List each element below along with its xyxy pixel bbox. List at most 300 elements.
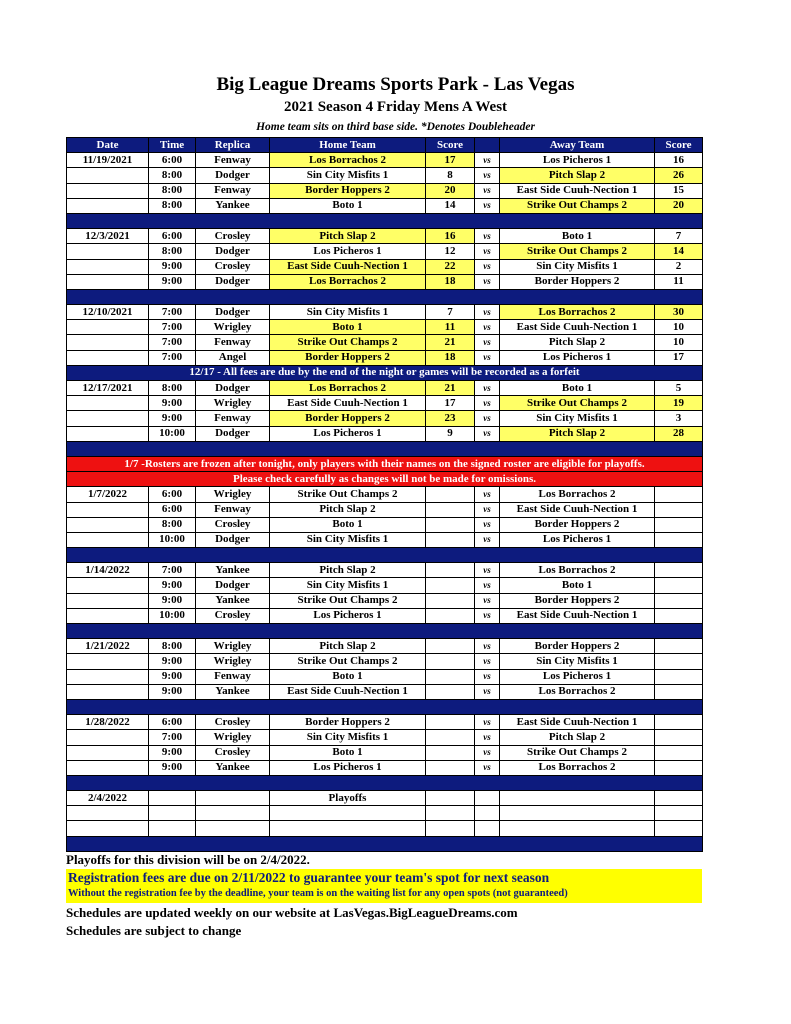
away-team-cell: Los Borrachos 2 <box>500 487 655 502</box>
game-row <box>67 760 703 775</box>
registration-box <box>66 869 702 903</box>
replica-cell: Dodger <box>196 381 270 396</box>
home-team-cell: Sin City Misfits 1 <box>270 578 426 593</box>
fees-notice-row <box>67 365 703 380</box>
away-score-cell: 19 <box>655 396 703 411</box>
date-cell: 1/21/2022 <box>67 639 149 654</box>
date-cell <box>67 168 149 183</box>
vs-cell: vs <box>475 684 500 699</box>
game-row <box>67 821 703 836</box>
col-away-score-header: Score <box>655 138 703 153</box>
date-cell <box>67 608 149 623</box>
away-team-cell <box>500 791 655 806</box>
away-score-cell <box>655 745 703 760</box>
away-score-cell <box>655 487 703 502</box>
time-cell: 10:00 <box>149 532 196 547</box>
separator-row <box>67 775 703 790</box>
date-cell <box>67 517 149 532</box>
vs-cell: vs <box>475 350 500 365</box>
roster-alert-row <box>67 472 703 487</box>
away-team-cell: Sin City Misfits 1 <box>500 259 655 274</box>
home-team-cell: East Side Cuuh-Nection 1 <box>270 396 426 411</box>
time-cell: 8:00 <box>149 244 196 259</box>
home-score-cell <box>426 745 475 760</box>
away-score-cell: 15 <box>655 183 703 198</box>
game-row <box>67 745 703 760</box>
home-score-cell <box>426 669 475 684</box>
away-team-cell: Sin City Misfits 1 <box>500 411 655 426</box>
col-vs-header <box>475 138 500 153</box>
date-cell <box>67 426 149 441</box>
vs-cell: vs <box>475 669 500 684</box>
home-team-cell: Sin City Misfits 1 <box>270 305 426 320</box>
time-cell: 9:00 <box>149 396 196 411</box>
time-cell: 9:00 <box>149 654 196 669</box>
home-score-cell: 14 <box>426 198 475 213</box>
separator-cell <box>67 836 703 851</box>
home-score-cell <box>426 487 475 502</box>
replica-cell: Wrigley <box>196 320 270 335</box>
home-score-cell <box>426 578 475 593</box>
game-row <box>67 715 703 730</box>
date-cell <box>67 593 149 608</box>
separator-row <box>67 699 703 714</box>
away-team-cell: Boto 1 <box>500 578 655 593</box>
game-row <box>67 350 703 365</box>
away-score-cell <box>655 563 703 578</box>
game-row <box>67 320 703 335</box>
vs-cell: vs <box>475 730 500 745</box>
away-team-cell: Los Picheros 1 <box>500 669 655 684</box>
away-score-cell: 17 <box>655 350 703 365</box>
home-score-cell: 21 <box>426 381 475 396</box>
home-team-cell: Los Borrachos 2 <box>270 153 426 168</box>
away-team-cell: Los Borrachos 2 <box>500 563 655 578</box>
time-cell <box>149 821 196 836</box>
home-score-cell: 23 <box>426 411 475 426</box>
home-score-cell <box>426 532 475 547</box>
home-team-cell: Boto 1 <box>270 320 426 335</box>
home-score-cell: 20 <box>426 183 475 198</box>
replica-cell: Fenway <box>196 669 270 684</box>
replica-cell: Crosley <box>196 608 270 623</box>
home-score-cell <box>426 593 475 608</box>
game-row <box>67 593 703 608</box>
home-score-cell <box>426 730 475 745</box>
away-score-cell: 3 <box>655 411 703 426</box>
time-cell: 7:00 <box>149 350 196 365</box>
waitlist-note: Without the registration fee by the deadline, your team is on the waiting list for any open spots (not guaranteed) <box>68 888 568 899</box>
away-score-cell: 5 <box>655 381 703 396</box>
vs-cell: vs <box>475 639 500 654</box>
away-score-cell: 7 <box>655 229 703 244</box>
vs-cell: vs <box>475 396 500 411</box>
date-cell <box>67 335 149 350</box>
game-row <box>67 153 703 168</box>
home-team-cell: Pitch Slap 2 <box>270 563 426 578</box>
separator-row <box>67 548 703 563</box>
game-row <box>67 305 703 320</box>
date-cell <box>67 274 149 289</box>
replica-cell: Wrigley <box>196 639 270 654</box>
time-cell <box>149 806 196 821</box>
time-cell: 8:00 <box>149 381 196 396</box>
replica-cell <box>196 791 270 806</box>
away-team-cell: East Side Cuuh-Nection 1 <box>500 183 655 198</box>
replica-cell: Dodger <box>196 168 270 183</box>
time-cell <box>149 791 196 806</box>
vs-cell: vs <box>475 563 500 578</box>
vs-cell: vs <box>475 229 500 244</box>
date-cell <box>67 532 149 547</box>
vs-cell: vs <box>475 183 500 198</box>
away-team-cell: Strike Out Champs 2 <box>500 745 655 760</box>
home-team-cell: Strike Out Champs 2 <box>270 593 426 608</box>
home-team-cell: Sin City Misfits 1 <box>270 532 426 547</box>
home-score-cell: 9 <box>426 426 475 441</box>
home-team-cell: Sin City Misfits 1 <box>270 168 426 183</box>
home-score-cell <box>426 715 475 730</box>
website-note: Schedules are updated weekly on our website at LasVegas.BigLeagueDreams.com <box>66 905 518 920</box>
date-cell: 1/28/2022 <box>67 715 149 730</box>
away-score-cell <box>655 654 703 669</box>
away-score-cell <box>655 760 703 775</box>
home-score-cell <box>426 608 475 623</box>
away-team-cell: East Side Cuuh-Nection 1 <box>500 502 655 517</box>
game-row <box>67 791 703 806</box>
home-team-cell: Los Picheros 1 <box>270 760 426 775</box>
replica-cell: Yankee <box>196 593 270 608</box>
away-score-cell: 10 <box>655 320 703 335</box>
date-cell <box>67 745 149 760</box>
away-score-cell <box>655 715 703 730</box>
col-home-team-header: Home Team <box>270 138 426 153</box>
time-cell: 10:00 <box>149 426 196 441</box>
date-cell: 1/7/2022 <box>67 487 149 502</box>
home-team-cell: Boto 1 <box>270 745 426 760</box>
notice-text: 12/17 - All fees are due by the end of the night or games will be recorded as a forfeit <box>67 365 703 380</box>
notice-text: Please check carefully as changes will not be made for omissions. <box>67 472 703 487</box>
date-cell <box>67 654 149 669</box>
col-replica-header: Replica <box>196 138 270 153</box>
away-team-cell: Pitch Slap 2 <box>500 426 655 441</box>
game-row <box>67 669 703 684</box>
away-score-cell <box>655 639 703 654</box>
away-score-cell: 16 <box>655 153 703 168</box>
away-score-cell <box>655 669 703 684</box>
home-team-cell: Sin City Misfits 1 <box>270 730 426 745</box>
game-row <box>67 654 703 669</box>
home-score-cell <box>426 639 475 654</box>
time-cell: 9:00 <box>149 593 196 608</box>
replica-cell: Yankee <box>196 684 270 699</box>
replica-cell <box>196 821 270 836</box>
away-score-cell <box>655 608 703 623</box>
away-team-cell: Strike Out Champs 2 <box>500 198 655 213</box>
away-team-cell: Border Hoppers 2 <box>500 517 655 532</box>
replica-cell: Dodger <box>196 244 270 259</box>
away-team-cell: East Side Cuuh-Nection 1 <box>500 715 655 730</box>
away-team-cell: Pitch Slap 2 <box>500 335 655 350</box>
col-home-score-header: Score <box>426 138 475 153</box>
away-score-cell <box>655 791 703 806</box>
vs-cell: vs <box>475 411 500 426</box>
separator-cell <box>67 775 703 790</box>
home-score-cell: 11 <box>426 320 475 335</box>
game-row <box>67 532 703 547</box>
registration-note: Registration fees are due on 2/11/2022 to guarantee your team's spot for next season <box>68 870 550 885</box>
home-team-cell: Los Borrachos 2 <box>270 274 426 289</box>
home-team-cell <box>270 806 426 821</box>
schedule-body <box>67 153 703 852</box>
date-cell: 1/14/2022 <box>67 563 149 578</box>
page-title: Big League Dreams Sports Park - Las Vegas <box>216 74 575 95</box>
date-cell <box>67 730 149 745</box>
date-cell: 12/17/2021 <box>67 381 149 396</box>
home-team-cell: Strike Out Champs 2 <box>270 335 426 350</box>
time-cell: 9:00 <box>149 745 196 760</box>
time-cell: 8:00 <box>149 183 196 198</box>
separator-row <box>67 624 703 639</box>
home-team-cell: Boto 1 <box>270 198 426 213</box>
home-team-cell: Boto 1 <box>270 517 426 532</box>
date-cell <box>67 411 149 426</box>
home-team-cell: Pitch Slap 2 <box>270 229 426 244</box>
vs-cell: vs <box>475 532 500 547</box>
vs-cell: vs <box>475 593 500 608</box>
time-cell: 6:00 <box>149 487 196 502</box>
home-team-cell: Strike Out Champs 2 <box>270 487 426 502</box>
game-row <box>67 806 703 821</box>
home-score-cell: 18 <box>426 350 475 365</box>
date-cell <box>67 259 149 274</box>
time-cell: 7:00 <box>149 563 196 578</box>
game-row <box>67 168 703 183</box>
game-row <box>67 183 703 198</box>
home-score-cell <box>426 684 475 699</box>
home-team-cell: Pitch Slap 2 <box>270 502 426 517</box>
away-score-cell: 20 <box>655 198 703 213</box>
game-row <box>67 639 703 654</box>
vs-cell: vs <box>475 426 500 441</box>
replica-cell: Fenway <box>196 183 270 198</box>
game-row <box>67 684 703 699</box>
home-score-cell: 12 <box>426 244 475 259</box>
replica-cell: Fenway <box>196 411 270 426</box>
away-team-cell: Los Borrachos 2 <box>500 684 655 699</box>
away-score-cell: 30 <box>655 305 703 320</box>
vs-cell <box>475 806 500 821</box>
date-cell <box>67 684 149 699</box>
roster-alert-row <box>67 456 703 471</box>
away-score-cell <box>655 730 703 745</box>
away-score-cell <box>655 517 703 532</box>
home-team-cell: Border Hoppers 2 <box>270 411 426 426</box>
away-team-cell: Pitch Slap 2 <box>500 730 655 745</box>
home-score-cell: 7 <box>426 305 475 320</box>
game-row <box>67 244 703 259</box>
vs-cell: vs <box>475 578 500 593</box>
col-date-header: Date <box>67 138 149 153</box>
vs-cell: vs <box>475 305 500 320</box>
separator-row <box>67 289 703 304</box>
game-row <box>67 229 703 244</box>
away-score-cell: 2 <box>655 259 703 274</box>
replica-cell: Fenway <box>196 153 270 168</box>
away-team-cell: Sin City Misfits 1 <box>500 654 655 669</box>
home-score-cell <box>426 760 475 775</box>
game-row <box>67 487 703 502</box>
replica-cell: Dodger <box>196 305 270 320</box>
replica-cell: Wrigley <box>196 730 270 745</box>
game-row <box>67 730 703 745</box>
time-cell: 8:00 <box>149 168 196 183</box>
replica-cell: Dodger <box>196 426 270 441</box>
vs-cell: vs <box>475 244 500 259</box>
time-cell: 7:00 <box>149 305 196 320</box>
time-cell: 10:00 <box>149 608 196 623</box>
vs-cell: vs <box>475 654 500 669</box>
date-cell: 2/4/2022 <box>67 791 149 806</box>
replica-cell: Angel <box>196 350 270 365</box>
home-team-cell: Los Picheros 1 <box>270 244 426 259</box>
away-score-cell: 10 <box>655 335 703 350</box>
home-score-cell: 8 <box>426 168 475 183</box>
home-team-cell: Los Picheros 1 <box>270 608 426 623</box>
away-team-cell: Los Picheros 1 <box>500 153 655 168</box>
home-score-cell <box>426 563 475 578</box>
vs-cell: vs <box>475 198 500 213</box>
time-cell: 7:00 <box>149 730 196 745</box>
game-row <box>67 259 703 274</box>
home-team-cell: Border Hoppers 2 <box>270 715 426 730</box>
away-team-cell: Border Hoppers 2 <box>500 593 655 608</box>
separator-cell <box>67 624 703 639</box>
away-team-cell: Strike Out Champs 2 <box>500 396 655 411</box>
replica-cell: Yankee <box>196 198 270 213</box>
home-team-cell: Playoffs <box>270 791 426 806</box>
date-cell <box>67 244 149 259</box>
vs-cell: vs <box>475 168 500 183</box>
away-team-cell: Los Borrachos 2 <box>500 760 655 775</box>
time-cell: 6:00 <box>149 715 196 730</box>
away-team-cell: Pitch Slap 2 <box>500 168 655 183</box>
home-team-cell: East Side Cuuh-Nection 1 <box>270 684 426 699</box>
away-team-cell: Los Picheros 1 <box>500 532 655 547</box>
time-cell: 9:00 <box>149 411 196 426</box>
away-score-cell: 26 <box>655 168 703 183</box>
away-team-cell: East Side Cuuh-Nection 1 <box>500 320 655 335</box>
time-cell: 9:00 <box>149 760 196 775</box>
separator-cell <box>67 441 703 456</box>
away-team-cell: Boto 1 <box>500 381 655 396</box>
date-cell <box>67 198 149 213</box>
replica-cell <box>196 806 270 821</box>
game-row <box>67 396 703 411</box>
time-cell: 7:00 <box>149 320 196 335</box>
time-cell: 8:00 <box>149 198 196 213</box>
away-team-cell: Border Hoppers 2 <box>500 274 655 289</box>
away-team-cell <box>500 821 655 836</box>
game-row <box>67 578 703 593</box>
away-team-cell: Strike Out Champs 2 <box>500 244 655 259</box>
replica-cell: Wrigley <box>196 396 270 411</box>
away-score-cell <box>655 578 703 593</box>
replica-cell: Fenway <box>196 502 270 517</box>
game-row <box>67 502 703 517</box>
replica-cell: Crosley <box>196 715 270 730</box>
date-cell <box>67 821 149 836</box>
game-row <box>67 381 703 396</box>
replica-cell: Wrigley <box>196 654 270 669</box>
separator-cell <box>67 699 703 714</box>
playoffs-note: Playoffs for this division will be on 2/4/2022. <box>66 852 310 867</box>
away-team-cell: East Side Cuuh-Nection 1 <box>500 608 655 623</box>
away-score-cell: 14 <box>655 244 703 259</box>
replica-cell: Yankee <box>196 760 270 775</box>
vs-cell: vs <box>475 517 500 532</box>
away-score-cell <box>655 532 703 547</box>
vs-cell: vs <box>475 259 500 274</box>
date-cell <box>67 320 149 335</box>
home-team-cell: Los Picheros 1 <box>270 426 426 441</box>
replica-cell: Crosley <box>196 259 270 274</box>
vs-cell: vs <box>475 335 500 350</box>
away-team-cell: Border Hoppers 2 <box>500 639 655 654</box>
away-score-cell <box>655 502 703 517</box>
replica-cell: Fenway <box>196 335 270 350</box>
home-score-cell: 22 <box>426 259 475 274</box>
separator-cell <box>67 213 703 228</box>
schedule-table <box>66 137 703 852</box>
separator-cell <box>67 548 703 563</box>
time-cell: 6:00 <box>149 229 196 244</box>
away-score-cell: 28 <box>655 426 703 441</box>
col-away-team-header: Away Team <box>500 138 655 153</box>
game-row <box>67 517 703 532</box>
home-score-cell: 17 <box>426 153 475 168</box>
home-team-cell: Los Borrachos 2 <box>270 381 426 396</box>
date-cell <box>67 760 149 775</box>
time-cell: 9:00 <box>149 578 196 593</box>
game-row <box>67 563 703 578</box>
home-team-cell <box>270 821 426 836</box>
home-score-cell <box>426 806 475 821</box>
away-score-cell <box>655 684 703 699</box>
home-score-cell <box>426 821 475 836</box>
replica-cell: Wrigley <box>196 487 270 502</box>
game-row <box>67 426 703 441</box>
vs-cell <box>475 821 500 836</box>
vs-cell: vs <box>475 153 500 168</box>
time-cell: 6:00 <box>149 153 196 168</box>
date-cell: 12/3/2021 <box>67 229 149 244</box>
vs-cell: vs <box>475 320 500 335</box>
home-score-cell: 18 <box>426 274 475 289</box>
vs-cell: vs <box>475 745 500 760</box>
home-score-cell: 21 <box>426 335 475 350</box>
home-score-cell: 17 <box>426 396 475 411</box>
time-cell: 6:00 <box>149 502 196 517</box>
replica-cell: Crosley <box>196 517 270 532</box>
page-note: Home team sits on third base side. *Denotes Doubleheader <box>256 121 535 133</box>
home-score-cell <box>426 791 475 806</box>
home-team-cell: Pitch Slap 2 <box>270 639 426 654</box>
notice-text: 1/7 -Rosters are frozen after tonight, only players with their names on the signed roster are eligible for playoffs. <box>67 456 703 471</box>
date-cell <box>67 350 149 365</box>
time-cell: 8:00 <box>149 639 196 654</box>
date-cell: 11/19/2021 <box>67 153 149 168</box>
